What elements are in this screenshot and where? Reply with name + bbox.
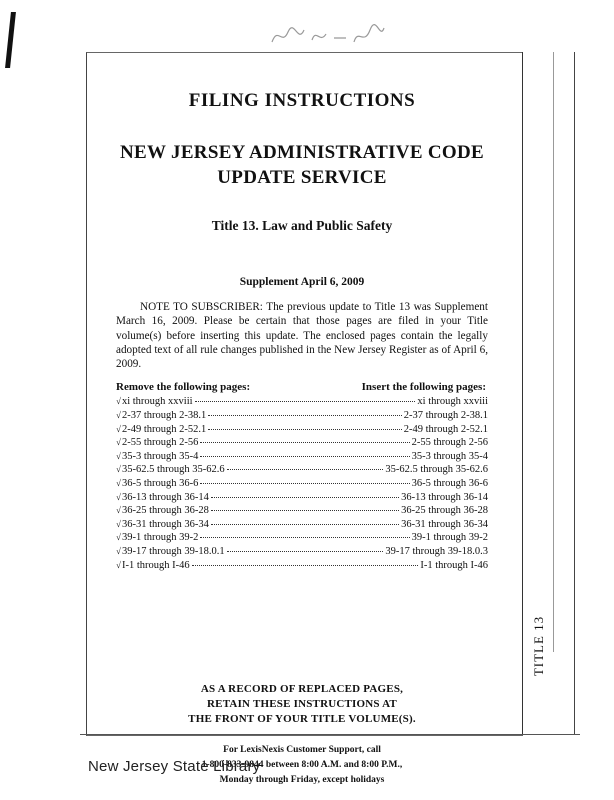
dot-leader [200,441,409,443]
remove-pages: 39-17 through 39-18.0.1 [121,546,225,558]
title-tab [528,606,550,686]
check-mark-icon: √ [116,464,121,475]
table-row [116,423,488,437]
remove-pages: 36-31 through 36-34 [121,518,209,530]
remove-pages: 35-3 through 35-4 [121,450,199,462]
dot-leader [200,455,409,457]
insert-pages: xi through xxviii [417,396,488,408]
table-row [116,409,488,423]
check-mark-icon: √ [116,559,121,570]
remove-pages: xi through xxviii [121,396,193,408]
bottom-rule [80,734,580,735]
support-line1: For LexisNexis Customer Support, call [223,745,381,756]
check-mark-icon: √ [116,410,121,421]
insert-pages: 35-3 through 35-4 [411,450,488,462]
subscriber-note: NOTE TO SUBSCRIBER: The previous update to Title 13 was Supplement March 16, 2009. Please be certain that those pages are filed in your Title volume(s) before inserting this update. The enclosed pages contain the legally adopted text of all rule changes published in the New Jersey Register as of April 6, 2009. [116,301,488,371]
dot-leader [211,523,399,525]
right-border-rule [522,52,523,734]
table-row [116,463,488,477]
insert-pages: 36-25 through 36-28 [401,505,488,517]
insert-pages: 36-5 through 36-6 [411,478,488,490]
table-row [116,436,488,450]
title-tab-label: TITLE 13 [531,615,546,677]
table-row [116,545,488,559]
support-line2: 1-800-833-9844 between 8:00 A.M. and 8:00 P.M., [201,760,403,771]
handwritten-notation [268,20,388,50]
check-mark-icon: √ [116,396,121,407]
remove-pages: 36-13 through 36-14 [121,491,209,503]
dot-leader [200,536,409,538]
insert-pages: 2-37 through 2-38.1 [403,410,488,422]
code-heading [116,140,488,190]
remove-header: Remove the following pages: [116,381,251,394]
insert-pages: 39-17 through 39-18.0.3 [385,546,488,558]
table-row [116,395,488,409]
dot-leader [211,496,399,498]
dot-leader [208,414,401,416]
support-line3: Monday through Friday, except holidays [219,775,385,786]
library-stamp: New Jersey State Library [88,758,261,775]
check-mark-icon: √ [116,532,121,543]
remove-pages: 2-37 through 2-38.1 [121,410,207,422]
dot-leader [200,482,409,484]
check-mark-icon: √ [116,437,121,448]
remove-pages: 2-55 through 2-56 [121,437,199,449]
dot-leader [195,400,416,402]
dot-leader [211,509,399,511]
scan-edge-mark [5,12,16,68]
table-row [116,531,488,545]
check-mark-icon: √ [116,518,121,529]
table-row [116,518,488,532]
check-mark-icon: √ [116,491,121,502]
table-row [116,450,488,464]
insert-pages: 35-62.5 through 35-62.6 [385,464,488,476]
code-heading-line2: UPDATE SERVICE [217,167,387,188]
insert-pages: 2-55 through 2-56 [411,437,488,449]
check-mark-icon: √ [116,450,121,461]
table-row [116,491,488,505]
pages-table [116,395,488,572]
filing-instructions-heading: FILING INSTRUCTIONS [188,90,416,111]
dot-leader [192,564,419,566]
instructions-body [116,60,488,788]
table-row [116,559,488,573]
remove-pages: 35-62.5 through 35-62.6 [121,464,225,476]
check-mark-icon: √ [116,423,121,434]
insert-pages: 2-49 through 2-52.1 [403,423,488,435]
check-mark-icon: √ [116,478,121,489]
title-heading: Title 13. Law and Public Safety [211,218,393,233]
dot-leader [227,550,384,552]
table-row [116,504,488,518]
pages-table-header [116,381,488,393]
insert-header: Insert the following pages: [361,381,486,394]
remove-pages: 39-1 through 39-2 [121,532,199,544]
outer-edge-rule [574,52,575,734]
tab-edge-rule [553,52,554,652]
check-mark-icon: √ [116,546,121,557]
remove-pages: 36-5 through 36-6 [121,478,199,490]
insert-pages: 36-13 through 36-14 [401,491,488,503]
record-line3: THE FRONT OF YOUR TITLE VOLUME(S). [188,713,416,726]
insert-pages: 36-31 through 36-34 [401,518,488,530]
insert-pages: I-1 through I-46 [420,559,488,571]
insert-pages: 39-1 through 39-2 [411,532,488,544]
record-line2: RETAIN THESE INSTRUCTIONS AT [207,698,397,711]
record-notice [116,682,488,727]
dot-leader [208,428,401,430]
record-line1: AS A RECORD OF REPLACED PAGES, [200,683,404,696]
remove-pages: 36-25 through 36-28 [121,505,209,517]
table-row [116,477,488,491]
check-mark-icon: √ [116,505,121,516]
code-heading-line1: NEW JERSEY ADMINISTRATIVE CODE [120,142,484,163]
dot-leader [227,468,384,470]
remove-pages: 2-49 through 2-52.1 [121,423,207,435]
supplement-date: Supplement April 6, 2009 [239,276,365,288]
remove-pages: I-1 through I-46 [121,559,190,571]
